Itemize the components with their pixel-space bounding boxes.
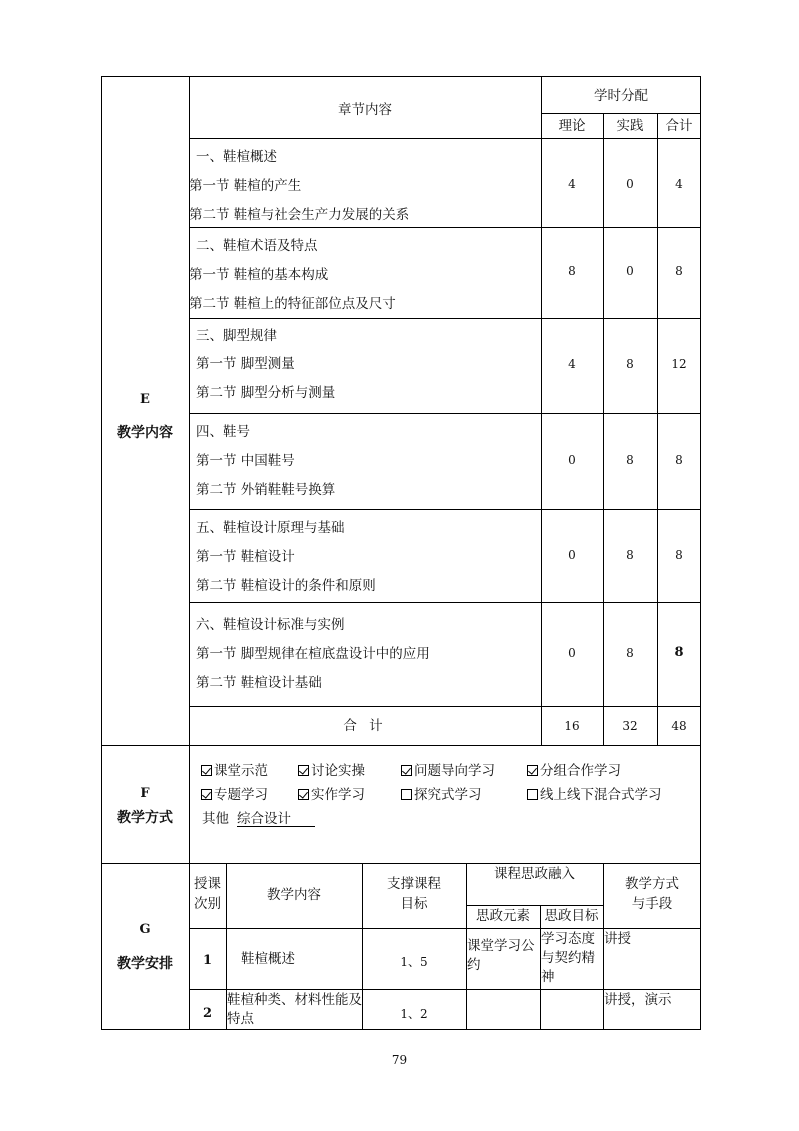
header-content: 章节内容 [338, 102, 392, 118]
chapter-title: 五、鞋楦设计原理与基础 [196, 520, 345, 536]
chapter-section: 第二节 脚型分析与测量 [196, 385, 336, 401]
other-value[interactable]: 综合设计 [237, 811, 315, 827]
chapter-section: 第二节 鞋楦上的特征部位点及尺寸 [189, 296, 396, 312]
session-method: 讲授 [604, 931, 631, 947]
total-hours: 8 [675, 264, 683, 278]
method-option[interactable]: 讨论实操 [298, 763, 365, 779]
practice-hours: 0 [626, 264, 634, 278]
checkbox-checked-icon [298, 789, 309, 800]
checkbox-empty-icon [527, 789, 538, 800]
theory-hours: 8 [568, 264, 576, 278]
section-e-letter: E [140, 392, 150, 407]
method-option[interactable]: 分组合作学习 [527, 763, 621, 779]
chapter-section: 第二节 鞋楦设计基础 [196, 675, 322, 691]
header-ideology: 课程思政融入 [494, 866, 575, 882]
section-g-title: 教学安排 [117, 956, 173, 972]
chapter-section: 第一节 中国鞋号 [196, 453, 295, 469]
practice-hours: 8 [626, 357, 634, 371]
chapter-title: 一、鞋楦概述 [196, 149, 277, 165]
session-goal: 1、5 [400, 955, 428, 969]
session-number: 2 [202, 1006, 213, 1021]
header-total: 合计 [665, 118, 693, 134]
header-method: 与手段 [631, 896, 673, 912]
section-f-title: 教学方式 [117, 810, 173, 826]
chapter-section: 第一节 脚型测量 [196, 356, 295, 372]
header-goal: 目标 [400, 896, 428, 912]
chapter-section: 第一节 脚型规律在楦底盘设计中的应用 [196, 646, 430, 662]
header-theory: 理论 [558, 118, 586, 134]
ideology-target: 与契约精 [541, 950, 595, 966]
ideology-element: 约 [467, 957, 481, 973]
practice-hours: 8 [626, 548, 634, 562]
session-content: 鞋楦种类、材料性能及 [227, 992, 362, 1008]
checkbox-checked-icon [401, 765, 412, 776]
theory-hours: 0 [568, 453, 576, 467]
header-goal: 支撑课程 [387, 876, 441, 892]
total-hours: 8 [675, 548, 683, 562]
sum-total: 48 [671, 719, 687, 733]
ideology-element: 课堂学习公 [467, 938, 535, 954]
chapter-section: 第一节 鞋楦的基本构成 [189, 267, 329, 283]
chapter-section: 第一节 鞋楦设计 [196, 549, 295, 565]
practice-hours: 8 [626, 453, 634, 467]
total-hours: 12 [671, 357, 687, 371]
session-goal: 1、2 [400, 1007, 428, 1021]
header-target: 思政目标 [544, 908, 599, 924]
chapter-section: 第二节 外销鞋鞋号换算 [196, 482, 336, 498]
header-element: 思政元素 [476, 908, 530, 924]
theory-hours: 4 [568, 177, 576, 191]
theory-hours: 4 [568, 357, 576, 371]
practice-hours: 0 [626, 177, 634, 191]
theory-hours: 0 [568, 646, 576, 660]
checkbox-checked-icon [527, 765, 538, 776]
section-f-letter: F [140, 786, 150, 801]
practice-hours: 8 [626, 646, 634, 660]
chapter-section: 第一节 鞋楦的产生 [189, 178, 302, 194]
header-hours: 学时分配 [594, 88, 648, 104]
session-content: 特点 [227, 1011, 254, 1027]
method-option[interactable]: 专题学习 [201, 787, 268, 803]
sum-label: 合 计 [343, 718, 387, 734]
header-practice: 实践 [616, 118, 644, 134]
header-session: 授课 [194, 876, 221, 892]
sum-theory: 16 [564, 719, 580, 733]
session-method: 讲授，演示 [604, 992, 672, 1008]
chapter-section: 第二节 鞋楦设计的条件和原则 [196, 578, 376, 594]
other-label: 其他 [202, 811, 229, 827]
method-option[interactable]: 问题导向学习 [401, 763, 495, 779]
checkbox-checked-icon [201, 765, 212, 776]
total-hours: 8 [675, 453, 683, 467]
checkbox-checked-icon [201, 789, 212, 800]
session-content: 鞋楦概述 [241, 951, 295, 967]
page-number: 79 [391, 1053, 408, 1067]
ideology-target: 神 [541, 969, 555, 985]
chapter-title: 四、鞋号 [196, 424, 250, 440]
chapter-title: 三、脚型规律 [196, 328, 277, 344]
method-option[interactable]: 线上线下混合式学习 [527, 787, 662, 803]
method-option[interactable]: 实作学习 [298, 787, 365, 803]
section-g-letter: G [139, 922, 151, 937]
ideology-target: 学习态度 [541, 931, 595, 947]
theory-hours: 0 [568, 548, 576, 562]
method-option[interactable]: 课堂示范 [201, 763, 268, 779]
session-number: 1 [202, 953, 213, 968]
chapter-title: 二、鞋楦术语及特点 [196, 238, 318, 254]
total-hours: 8 [674, 645, 684, 660]
method-option[interactable]: 探究式学习 [401, 787, 482, 803]
section-e-title: 教学内容 [117, 425, 173, 441]
header-session: 次别 [194, 896, 221, 912]
chapter-title: 六、鞋楦设计标准与实例 [196, 617, 345, 633]
checkbox-empty-icon [401, 789, 412, 800]
chapter-section: 第二节 鞋楦与社会生产力发展的关系 [189, 207, 410, 223]
header-method: 教学方式 [625, 876, 679, 892]
total-hours: 4 [675, 177, 683, 191]
header-content: 教学内容 [267, 887, 321, 903]
checkbox-checked-icon [298, 765, 309, 776]
sum-practice: 32 [622, 719, 638, 733]
